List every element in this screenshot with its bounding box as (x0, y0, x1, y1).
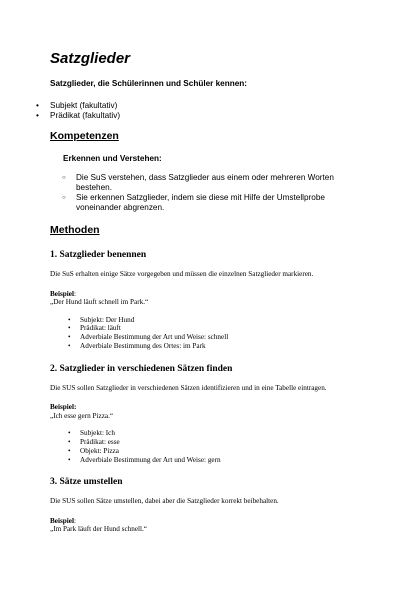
kompetenzen-subheading: Erkennen und Verstehen: (63, 154, 162, 163)
section-title: 1. Satzglieder benennen (50, 250, 147, 260)
methoden-heading: Methoden (50, 224, 100, 236)
list-item: • Prädikat: esse (34, 438, 394, 447)
list-item: • Adverbiale Bestimmung der Art und Weise: schnell (34, 333, 394, 342)
list-item: • Adverbiale Bestimmung des Ortes: im Park (34, 342, 394, 351)
document-title: Satzglieder (50, 50, 131, 67)
section-title: 3. Sätze umstellen (50, 477, 123, 488)
list-item: • Subjekt: Ich (34, 429, 394, 438)
example-label: Beispiel: (50, 403, 77, 412)
list-item: • Adverbiale Bestimmung der Art und Weise: gern (34, 456, 394, 465)
example-sentence: „Im Park läuft der Hund schnell.“ (50, 525, 147, 534)
example-list (34, 316, 394, 351)
example-label-line (50, 403, 394, 412)
list-item: • Objekt: Pizza (34, 447, 394, 456)
kompetenzen-heading: Kompetenzen (50, 130, 119, 142)
kompetenzen-list (34, 173, 394, 213)
example-sentence: „Der Hund läuft schnell im Park.“ (50, 298, 149, 306)
example-suffix: : (73, 516, 76, 525)
list-item: • Prädikat: läuft (34, 324, 394, 333)
list-item: • Subjekt: Der Hund (34, 316, 394, 325)
example-label: Beispiel (50, 289, 74, 298)
example-label-line (50, 290, 394, 299)
example-suffix: : (73, 289, 76, 298)
example-label: Beispiel (50, 516, 74, 525)
list-item: • Subjekt (fakultativ) (34, 101, 394, 111)
section-description: Die SuS erhalten einige Sätze vorgegeben und müssen die einzelnen Satzglieder markieren. (50, 270, 314, 278)
intro-text: Satzglieder, die Schülerinnen und Schüler kennen: (50, 79, 247, 88)
example-sentence: „Ich esse gern Pizza.“ (50, 411, 114, 420)
section-title: 2. Satzglieder in verschiedenen Sätzen finden (50, 363, 233, 374)
example-label-line (50, 517, 394, 526)
section-description: Die SUS sollen Satzglieder in verschiedenen Sätzen identifizieren und in eine Tabelle eintragen. (50, 383, 327, 392)
list-item: ○ Die SuS verstehen, dass Satzglieder aus einem oder mehreren Worten bestehen. (34, 173, 371, 193)
section-description: Die SUS sollen Sätze umstellen, dabei aber die Satzglieder korrekt beibehalten. (50, 497, 279, 506)
document-page (34, 50, 394, 534)
example-list (34, 429, 394, 464)
list-item: • Prädikat (fakultativ) (34, 111, 394, 121)
list-item: ○ Sie erkennen Satzglieder, indem sie diese mit Hilfe der Umstellprobe voneinander abgrenzen. (34, 193, 371, 213)
known-list (34, 101, 394, 120)
